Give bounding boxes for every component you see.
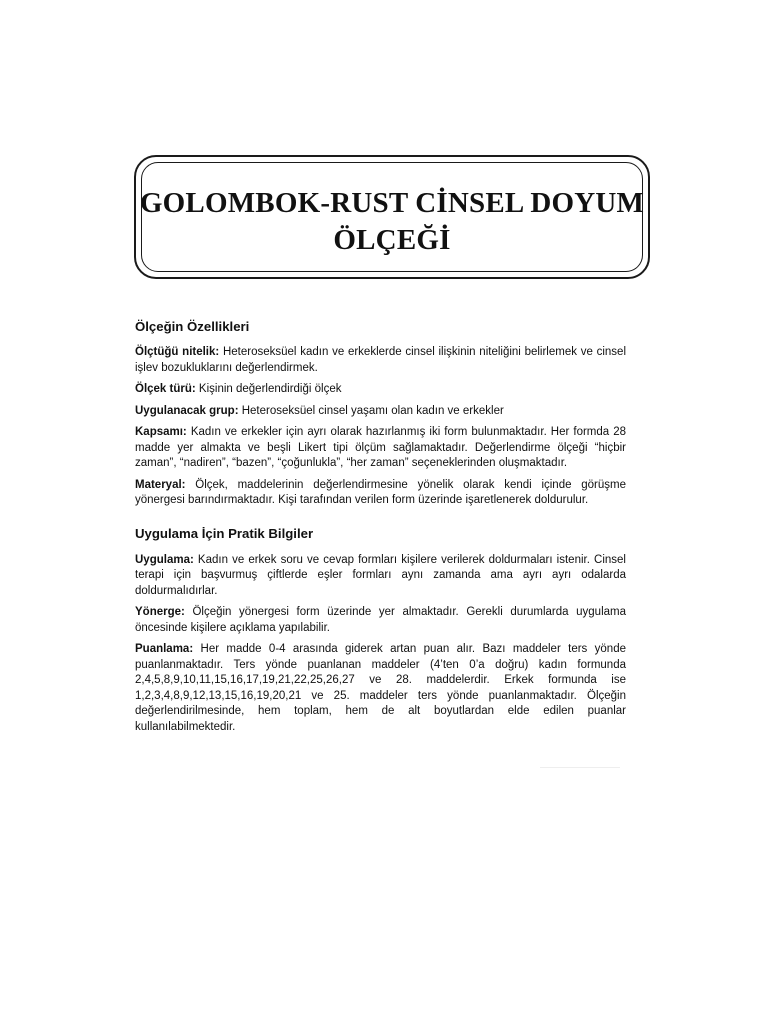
- section-heading-properties: Ölçeğin Özellikleri: [135, 319, 250, 334]
- paragraph-material: [135, 478, 626, 509]
- text-scale-type: Kişinin değerlendirdiği ölçek: [195, 383, 342, 395]
- label-scope: Kapsamı:: [135, 426, 187, 438]
- text-instructions: Ölçeğin yönergesi form üzerinde yer almaktadır. Gerekli durumlarda uygulama öncesinde kişilere açıklama yapılabilir.: [135, 606, 626, 634]
- label-measured-attribute: Ölçtüğü nitelik:: [135, 346, 220, 358]
- text-measured-attribute: Heteroseksüel kadın ve erkeklerde cinsel ilişkinin niteliğini belirlemek ve cinsel işlev bozukluklarını değerlendirmek.: [135, 346, 626, 374]
- label-target-group: Uygulanacak grup:: [135, 404, 239, 417]
- label-administration: Uygulama:: [135, 553, 194, 566]
- paragraph-target-group: [135, 404, 626, 420]
- label-material: Materyal:: [135, 478, 186, 491]
- document-body: [135, 318, 626, 741]
- scan-artifact-line: [540, 767, 620, 768]
- paragraph-instructions: [135, 605, 626, 636]
- title-line-1: GOLOMBOK-RUST CİNSEL DOYUM: [139, 187, 645, 219]
- text-material: Ölçek, maddelerinin değerlendirmesine yönelik olarak kendi içinde görüşme yönergesi barındırmaktadır. Kişi tarafından verilen form üzerinde işaretlenerek doldurulur.: [135, 478, 626, 506]
- section-heading-practical-info: Uygulama İçin Pratik Bilgiler: [135, 525, 314, 541]
- label-scale-type: Ölçek türü:: [135, 383, 196, 395]
- paragraph-scoring: [135, 642, 626, 735]
- text-scoring: Her madde 0-4 arasında giderek artan puan alır. Bazı maddeler ters yönde puanlanmaktadır. Ters yönde puanlanan maddeler (4’ten 0’a doğru) kadın formunda 2,4,5,8,9,10,11,15,16,17,19,21,22,25,26,27 ve 28. maddelerdir. Erkek formunda ise 1,2,3,4,8,9,12,13,15,16,19,20,21 ve 25. maddeler ters yönde puanlanmaktadır. Ölçeğin değerlendirilmesinde, hem toplam, hem de alt boyutlardan elde edilen puanlar kullanılabilmektedir.: [135, 643, 626, 733]
- page-title: [136, 185, 648, 259]
- paragraph-scope: [135, 425, 626, 472]
- paragraph-scale-type: [135, 382, 626, 398]
- title-box: [134, 155, 650, 279]
- text-administration: Kadın ve erkek soru ve cevap formları kişilere verilerek doldurmaları istenir. Cinsel terapi için başvurmuş çiftlerde eşler formları aynı zamanda ama ayrı ayrı odalarda doldurmalıdırlar.: [135, 553, 626, 597]
- text-scope: Kadın ve erkekler için ayrı olarak hazırlanmış iki form bulunmaktadır. Her formda 28 madde yer almakta ve beşli Likert tipi ölçüm sağlamaktadır. Değerlendirme ölçeği “hiçbir zaman”, “nadiren”, “bazen”, “çoğunlukla”, “her zaman” seçeneklerinden oluşmaktadır.: [135, 426, 626, 469]
- label-instructions: Yönerge:: [135, 606, 185, 618]
- label-scoring: Puanlama:: [135, 643, 194, 655]
- title-line-2: ÖLÇEĞİ: [333, 224, 451, 256]
- text-target-group: Heteroseksüel cinsel yaşamı olan kadın ve erkekler: [238, 404, 504, 417]
- paragraph-administration: [135, 553, 626, 600]
- paragraph-measured-attribute: [135, 345, 626, 376]
